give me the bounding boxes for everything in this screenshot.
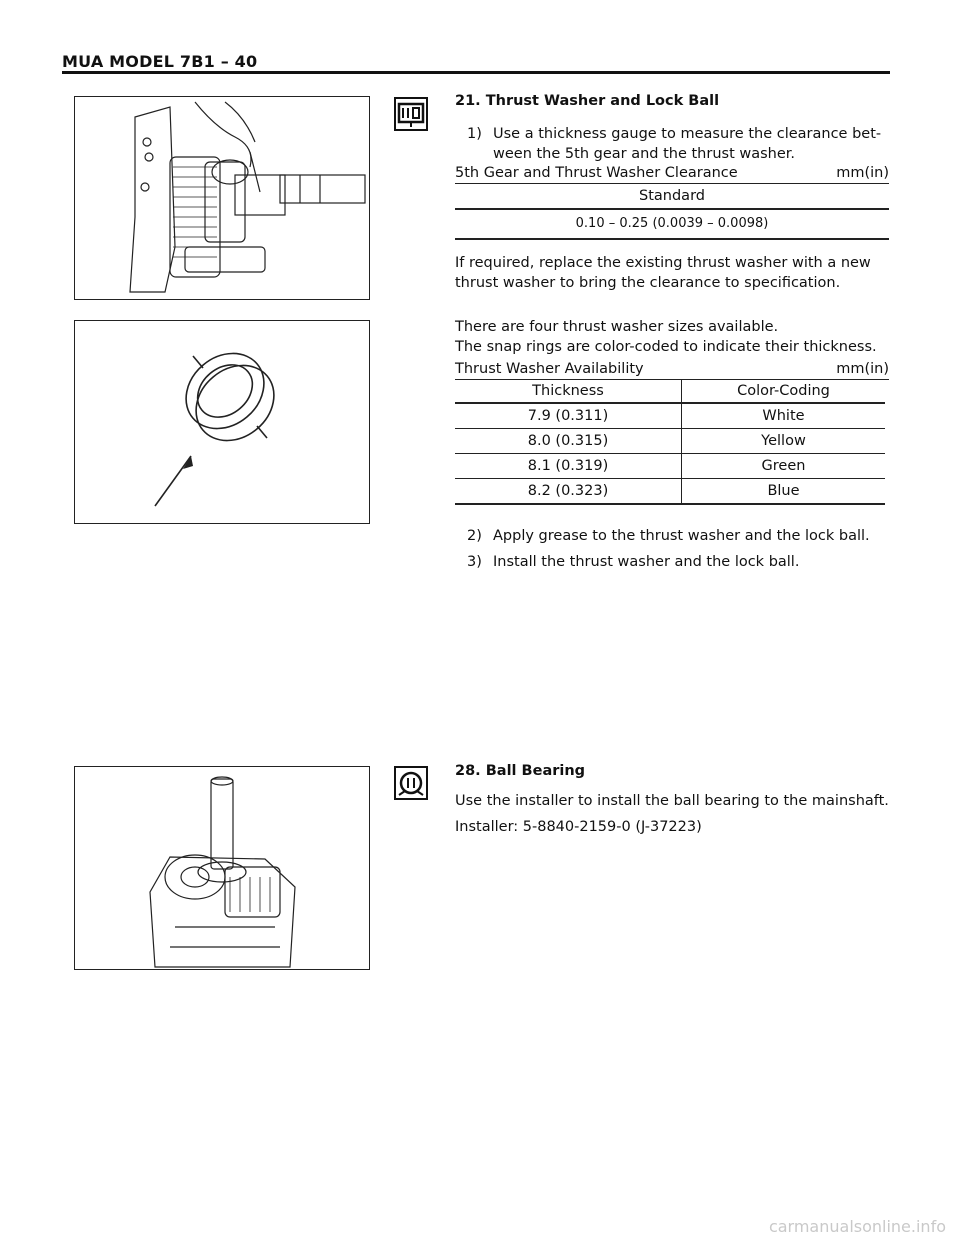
spec-value: 0.10 – 0.25 (0.0039 – 0.0098) (575, 216, 769, 231)
availability-unit: mm(in) (836, 361, 889, 377)
header-divider (62, 71, 890, 74)
spec-title: 5th Gear and Thrust Washer Clearance (455, 165, 738, 181)
figure-clearance-measurement (74, 96, 370, 300)
page-title: MUA MODEL 7B1 – 40 (62, 52, 258, 71)
step-1-line-1: Use a thickness gauge to measure the clearance bet- (493, 126, 882, 142)
cell-thickness: 8.1 (0.319) (455, 454, 682, 479)
replace-note-line-1: If required, replace the existing thrust washer with a new (455, 255, 871, 271)
table-row (455, 429, 885, 454)
header-color-coding: Color-Coding (682, 380, 886, 403)
availability-note-line-1: There are four thrust washer sizes available. (455, 319, 779, 335)
washer-availability-table (455, 361, 889, 505)
availability-note (455, 317, 895, 357)
cell-color: Blue (682, 479, 886, 505)
gearset-illustration (75, 97, 368, 298)
header-thickness: Thickness (455, 380, 682, 403)
clearance-spec-table (455, 165, 889, 240)
section-21-heading: 21. Thrust Washer and Lock Ball (455, 93, 720, 109)
availability-title: Thrust Washer Availability (455, 361, 644, 377)
measure-gauge-icon (394, 97, 428, 131)
section-28-installer: Installer: 5-8840-2159-0 (J-37223) (455, 819, 702, 835)
cell-thickness: 8.2 (0.323) (455, 479, 682, 505)
section-28-instruction: Use the installer to install the ball bearing to the mainshaft. (455, 793, 889, 809)
cell-color: White (682, 403, 886, 429)
spec-unit: mm(in) (836, 165, 889, 181)
installer-illustration (75, 767, 368, 968)
step-2-number: 2) (467, 528, 482, 544)
spec-rule-bottom (455, 238, 889, 240)
figure-bearing-install (74, 766, 370, 970)
figure-thrust-washer (74, 320, 370, 524)
table-row (455, 479, 885, 505)
table-row (455, 454, 885, 479)
step-3-text: Install the thrust washer and the lock ball. (493, 554, 800, 570)
step-2-text: Apply grease to the thrust washer and the lock ball. (493, 528, 870, 544)
spec-title-row (455, 165, 889, 181)
table-row (455, 403, 885, 429)
availability-grid (455, 380, 885, 505)
cell-thickness: 7.9 (0.311) (455, 403, 682, 429)
replace-note (455, 253, 891, 293)
watermark: carmanualsonline.info (768, 1217, 946, 1236)
cell-thickness: 8.0 (0.315) (455, 429, 682, 454)
replace-note-line-2: thrust washer to bring the clearance to specification. (455, 275, 841, 291)
step-1-line-2: ween the 5th gear and the thrust washer. (493, 146, 796, 162)
section-28-heading: 28. Ball Bearing (455, 763, 586, 779)
step-3-number: 3) (467, 554, 482, 570)
availability-note-line-2: The snap rings are color-coded to indicate their thickness. (455, 339, 877, 355)
spec-header: Standard (639, 188, 705, 204)
step-1-text (493, 124, 893, 164)
thrust-washer-illustration (75, 321, 368, 522)
step-1-number: 1) (467, 126, 482, 142)
install-press-icon (394, 766, 428, 800)
cell-color: Green (682, 454, 886, 479)
availability-title-row (455, 361, 889, 377)
table-header-row (455, 380, 885, 403)
cell-color: Yellow (682, 429, 886, 454)
